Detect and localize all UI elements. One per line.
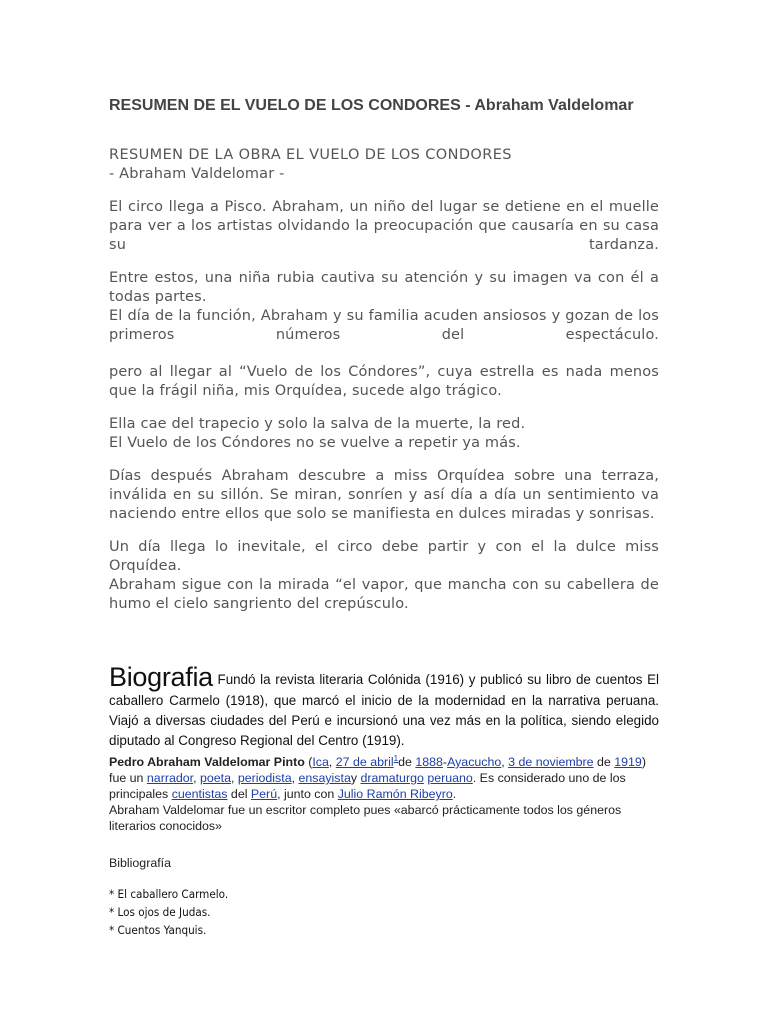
- list-item: * El caballero Carmelo.: [109, 887, 229, 901]
- link-ayacucho[interactable]: Ayacucho: [447, 755, 502, 770]
- link-birth-date[interactable]: 27 de abril: [335, 755, 394, 770]
- biography-lead-text: Fundó la revista literaria Colónida (1916) y publicó su libro de cuentos El caballero Carmelo (1918), que marcó el inicio de la modernidad en la narrativa peruana. Viajó a diversas ciudades del Perú e incursionó una vez más en la política, siendo elegido diputado al Congreso Regional del Centro (1919).: [109, 672, 659, 748]
- story-paragraph: Abraham sigue con la mirada “el vapor, que mancha con su cabellera de humo el cielo sangriento del crepúsculo.: [109, 577, 659, 612]
- link-death-date[interactable]: 3 de noviembre: [508, 755, 594, 770]
- link-cuentistas[interactable]: cuentistas: [171, 787, 228, 802]
- biography-body: Pedro Abraham Valdelomar Pinto (Ica, 27 de abril$^1$de 1888-Ayacucho, 3 de noviembre de 1919) fue un narrador, poeta, periodista, ensayistay dramaturgo peruano. Es considerado uno de los principales cuentistas del Perú, junto con Julio Ramón Ribeyro. Abraham Valdelomar fue un escritor completo pues «abarcó prácticamente todos los géneros literarios conocidos»: [109, 754, 646, 834]
- biography-heading: Biografia: [109, 662, 213, 692]
- works-list: [109, 885, 659, 939]
- story-summary: [109, 146, 659, 614]
- story-paragraph: Ella cae del trapecio y solo la salva de la muerte, la red.: [109, 416, 526, 432]
- biography-summary: Abraham Valdelomar fue un escritor completo pues «abarcó prácticamente todos los géneros literarios conocidos»: [109, 803, 622, 834]
- story-paragraph: Entre estos, una niña rubia cautiva su atención y su imagen va con él a todas partes.: [109, 270, 659, 305]
- biography-lead: [109, 663, 659, 751]
- document-title: RESUMEN DE EL VUELO DE LOS CONDORES - Abraham Valdelomar: [109, 97, 634, 114]
- story-paragraph: Días después Abraham descubre a miss Orquídea sobre una terraza, inválida en su sillón. Se miran, sonríen y así día a día un sentimiento va naciendo entre ellos que solo se manifiesta en dulces miradas y sonrisas.: [109, 468, 659, 522]
- link-ica[interactable]: Ica: [312, 755, 329, 770]
- reference-link[interactable]: 1: [393, 754, 399, 763]
- story-paragraph: El circo llega a Pisco. Abraham, un niño del lugar se detiene en el muelle para ver a los artistas olvidando la preocupación que causaría en su casa su tardanza.: [109, 199, 659, 253]
- link-julio-ramon-ribeyro[interactable]: Julio Ramón Ribeyro: [337, 787, 453, 802]
- story-paragraph: Un día llega lo inevitale, el circo debe partir y con el la dulce miss Orquídea.: [109, 539, 659, 574]
- list-item: * Los ojos de Judas.: [109, 905, 211, 919]
- link-ensayista[interactable]: ensayista: [298, 771, 351, 786]
- link-peruano[interactable]: peruano: [427, 771, 473, 786]
- link-dramaturgo[interactable]: dramaturgo: [360, 771, 424, 786]
- story-paragraph: El Vuelo de los Cóndores no se vuelve a repetir ya más.: [109, 435, 521, 451]
- biography-section: [109, 663, 659, 870]
- link-peru[interactable]: Perú: [250, 787, 278, 802]
- link-death-year[interactable]: 1919: [614, 755, 642, 770]
- bibliography-label: Bibliografía: [109, 856, 171, 871]
- link-poeta[interactable]: poeta: [199, 771, 231, 786]
- link-periodista[interactable]: periodista: [237, 771, 292, 786]
- story-paragraph: El día de la función, Abraham y su familia acuden ansiosos y gozan de los primeros números del espectáculo.: [109, 308, 659, 343]
- story-heading: RESUMEN DE LA OBRA EL VUELO DE LOS CONDORES: [109, 147, 512, 163]
- author-name: Pedro Abraham Valdelomar Pinto: [109, 755, 305, 770]
- story-paragraph: pero al llegar al “Vuelo de los Cóndores”, cuya estrella es nada menos que la frágil niña, mis Orquídea, sucede algo trágico.: [109, 364, 659, 399]
- link-narrador[interactable]: narrador: [146, 771, 194, 786]
- link-birth-year[interactable]: 1888: [415, 755, 443, 770]
- story-byline: - Abraham Valdelomar -: [109, 166, 285, 182]
- list-item: * Cuentos Yanquis.: [109, 923, 207, 937]
